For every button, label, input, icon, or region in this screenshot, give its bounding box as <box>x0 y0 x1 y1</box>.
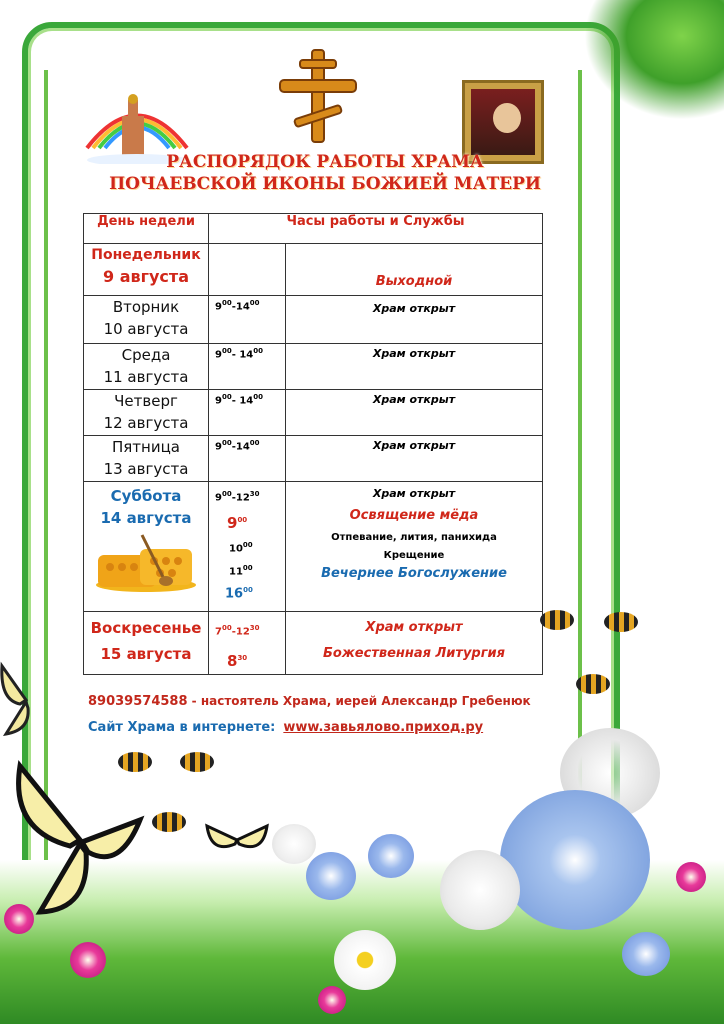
blue-flower-icon <box>500 790 650 930</box>
title-line-1: РАСПОРЯДОК РАБОТЫ ХРАМА <box>166 152 484 172</box>
header-hours: Часы работы и Службы <box>209 214 543 244</box>
pink-flower-icon <box>318 986 346 1014</box>
white-flower-icon <box>272 824 316 864</box>
service-text: Храм открыт <box>372 347 456 360</box>
leaves-decoration <box>584 0 724 120</box>
butterfly-icon <box>0 660 52 740</box>
bee-icon <box>180 752 214 772</box>
day-date: 12 августа <box>103 414 189 432</box>
table-header-row <box>84 214 543 244</box>
day-cell <box>84 344 209 390</box>
blue-flower-icon <box>368 834 414 878</box>
day-cell <box>84 612 209 675</box>
table-row <box>84 296 543 344</box>
time-cell: $9^{00}-$ $14^{00}$ <box>209 390 286 436</box>
service-cell <box>286 436 543 482</box>
service-text: Божественная Литургия <box>323 646 505 661</box>
bee-icon <box>540 610 574 630</box>
service-text: Освящение мёда <box>349 508 479 523</box>
honeycomb-image <box>94 533 198 593</box>
time-cell: $9^{00}-$ $14^{00}$ <box>209 344 286 390</box>
day-date: 13 августа <box>103 460 189 478</box>
bee-icon <box>604 612 638 632</box>
title-line-2: ПОЧАЕВСКОЙ ИКОНЫ БОЖИЕЙ МАТЕРИ <box>109 174 541 194</box>
day-name: Суббота <box>110 487 182 505</box>
service-text: Храм открыт <box>372 487 456 500</box>
phone-note: - настоятель Храма, иерей Александр Гребенюк <box>187 694 531 708</box>
day-name: Воскресенье <box>90 619 202 637</box>
butterfly-icon <box>205 820 269 860</box>
service-text: Крещение <box>383 550 445 561</box>
website-line <box>88 720 483 735</box>
bee-icon <box>576 674 610 694</box>
site-label: Сайт Храма в интернете: <box>88 720 276 735</box>
day-cell <box>84 436 209 482</box>
white-flower-icon <box>440 850 520 930</box>
day-name: Четверг <box>114 392 178 410</box>
header-day: День недели <box>84 214 209 244</box>
service-text: Храм открыт <box>372 302 456 315</box>
orthodox-cross-icon <box>272 48 364 144</box>
time-cell: $9^{00}-14^{00}$ <box>209 296 286 344</box>
day-cell <box>84 482 209 612</box>
day-cell <box>84 296 209 344</box>
day-date: 15 августа <box>100 645 192 663</box>
service-cell <box>286 344 543 390</box>
contact-line <box>88 694 531 709</box>
website-link[interactable]: www.завьялово.приход.ру <box>283 720 484 735</box>
time-cell <box>209 244 286 296</box>
service-text: Храм открыт <box>372 439 456 452</box>
day-name: Пятница <box>112 438 180 456</box>
pink-flower-icon <box>4 904 34 934</box>
service-text: Выходной <box>375 274 453 289</box>
day-date: 11 августа <box>103 368 189 386</box>
table-row-saturday <box>84 482 543 612</box>
service-cell <box>286 296 543 344</box>
service-text: Отпевание, лития, панихида <box>331 532 497 543</box>
blue-flower-icon <box>622 932 670 976</box>
white-flower-icon <box>334 930 396 990</box>
table-row <box>84 244 543 296</box>
time-cell: $9^{00}-14^{00}$ <box>209 436 286 482</box>
phone-number[interactable]: 89039574588 <box>88 694 188 709</box>
day-cell <box>84 390 209 436</box>
pink-flower-icon <box>70 942 106 978</box>
service-cell <box>286 244 543 296</box>
day-date: 14 августа <box>100 509 192 527</box>
table-row <box>84 390 543 436</box>
time-cell: $9^{00}-12^{30}$ $9^{00}$ $10^{00}$ $11^{00}$ $16^{00}$ <box>209 482 286 612</box>
day-date: 9 августа <box>103 267 189 286</box>
time-cell: $7^{00}-12^{30}$ $8^{30}$ <box>209 612 286 675</box>
table-row <box>84 344 543 390</box>
pink-flower-icon <box>676 862 706 892</box>
day-name: Вторник <box>112 298 180 316</box>
table-row-sunday <box>84 612 543 675</box>
bee-icon <box>118 752 152 772</box>
day-name: Среда <box>121 346 171 364</box>
bee-icon <box>152 812 186 832</box>
schedule-table <box>83 213 543 675</box>
service-cell <box>286 482 543 612</box>
blue-flower-icon <box>306 852 356 900</box>
day-cell <box>84 244 209 296</box>
service-text: Храм открыт <box>372 393 456 406</box>
day-name: Понедельник <box>91 247 201 263</box>
butterfly-icon <box>10 760 150 920</box>
service-text: Вечернее Богослужение <box>321 566 507 581</box>
service-cell <box>286 390 543 436</box>
service-cell <box>286 612 543 675</box>
table-row <box>84 436 543 482</box>
service-text: Храм открыт <box>365 620 463 635</box>
day-date: 10 августа <box>103 320 189 338</box>
